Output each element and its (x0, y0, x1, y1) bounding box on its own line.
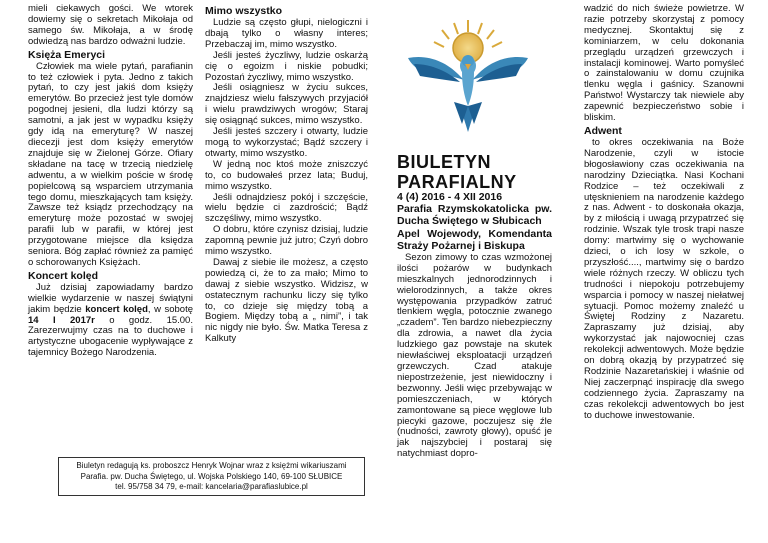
concert-date-bold: 14 I 2017r (28, 314, 95, 326)
heading-mimo-wszystko: Mimo wszystko (205, 5, 283, 17)
footer-line: Biuletyn redagują ks. proboszcz Henryk Wojnar wraz z księżmi wikariuszami (76, 461, 347, 470)
mimo-paragraph: O dobru, które czynisz dzisiaj, ludzie zapomną pewnie już jutro; Czyń dobro mimo wszystko. (205, 224, 368, 258)
issue-dates: 4 (4) 2016 - 4 XII 2016 (397, 191, 503, 203)
column-3 (397, 4, 552, 460)
mimo-paragraph: Jeśli odnajdziesz pokój i szczęście, wielu będzie ci zazdrościć; Bądź szczęśliwy, mimo wszystko. (205, 191, 368, 225)
column-2 (205, 4, 368, 345)
mimo-paragraph: Ludzie są często głupi, nielogiczni i dbają tylko o własny interes; Przebaczaj im, mimo wszystko. (205, 17, 368, 50)
apel-continued-paragraph: wadzić do nich świeże powietrze. W razie potrzeby skorzystaj z pomocy medycznej. Skontaktuj się z kominiarzem, w celu dokonania przeglądu urządzeń grzewczych i instalacji kominowej. Warto pomyśleć o zainstalowaniu w domu czujnika tlenku węgla i gaśnicy. Szanowni Państwo! Wystarczy tak niewiele aby zapewnić bezpieczeństwo sobie i bliskim. (584, 3, 744, 124)
footer-line: Parafia. pw. Ducha Świętego, ul. Wojska Polskiego 140, 69-100 SŁUBICE (80, 471, 343, 481)
text-segment: o godz. 15.00. Zarezerwujmy czas na to duchowe i artystyczne ubogacenie wypływające z tajemnicy Bożego Narodzenia. (28, 314, 193, 359)
heading-koncert-koled: Koncert kolęd (28, 269, 99, 282)
apel-paragraph: Sezon zimowy to czas wzmożonej ilości pożarów w budynkach mieszkalnych jednorodzinnych i wielorodzinnych, a także okres występowania przypadków zatruć tlenkiem węgla, potocznie zwanego „czadem”. Ten bardzo niebezpieczny dla zdrowia, a nawet dla życia ludzkiego gaz powstaje na skutek niewłaściwej eksploatacji urządzeń grzewczych. Czad atakuje niepostrzeżenie, jest niewidoczny i bezwonny. Jeśli więc przebywając w pomieszczeniach, w których zamontowane są piece węglowe lub piecyki gazowe, poczujesz się źle (nudności, zawroty głowy), opuść je jak najszybciej i postaraj się natychmiast dopro- (397, 251, 552, 460)
mimo-paragraph: Jeśli jesteś szczery i otwarty, ludzie mogą to wykorzystać; Bądź szczery i otwarty, mimo wszystko. (205, 126, 368, 159)
parish-name: Parafia Rzymskokatolicka pw. Ducha Świętego w Słubicach (397, 202, 552, 228)
mimo-paragraph: Jeśli jesteś życzliwy, ludzie oskarżą cię o egoizm i niskie pobudki; Pozostań życzliwy, mimo wszystko. (205, 49, 368, 83)
ksieza-emeryci-paragraph: Człowiek ma wiele pytań, parafianin to też człowiek i pyta. Jedno z takich pytań, to czy jest jakiś dom księży emerytów. Bo przecież jest tyle domów pogodnej jesieni, dla ludzi którzy są samotni, a jak jest w wypadku księży gdy idą na emeryturę? W naszej diecezji jest dom księży emerytów znajduje się w Zielonej Górze. Ofiary składane na tacę w trzecią niedzielę adwentu, a w wielkim poście w środę popielcową są wsparciem utrzymania tego domu, mieszkających tam księży. Zawsze też ksiądz przechodzący na emeryturę może pozostać w swojej parafii lub w parafii, w której jest przygotowane miejsce dla księdza seniora. Bóg zapłać również za pamięć o schorowanych Księżach. (28, 60, 193, 268)
bulletin-title-line-1: BIULETYN (397, 152, 491, 172)
heading-apel: Apel Wojewody, Komendanta Straży Pożarnej i Biskupa (397, 227, 552, 253)
adwent-paragraph: to okres oczekiwania na Boże Narodzenie, czyli w istocie błogosławiony czas oczekiwania na narodziny Dzieciątka. Nasi Kochani Rodzice – też oczekiwali z utęsknieniem na narodzenie każdego z nas. Adwent - to doskonała okazja, by z miłością i uwagą przypatrzeć się rodzinie. Wszak tyle trosk trapi nasze domy: martwimy się o wychowanie dzieci, o ich losy w szkole, o przyszłość...., martwimy się o bardzo wiele różnych rzeczy. W obliczu tych trudności i niepokoju potrzebujemy wsparcia i pomocy w naszej niełatwej sytuacji. Pomoc możemy znaleźć u Świętej Rodziny z Nazaretu. Zapraszamy już dzisiaj, aby wykorzystać jak najowocniej czas rekolekcji adwentowych. Może będzie on dobrą okazją by przypatrzeć się Rodzinie Nazaretańskiej i właśnie od Niej zaczerpnąć inspirację dla swego codziennego życia. Zapraszamy na czas rekolekcji adwentowych bo jest to duchowe inwestowanie. (584, 136, 744, 421)
text-segment: , w sobotę (147, 303, 193, 315)
intro-paragraph: mieli ciekawych gości. We wtorek dowiemy się o sekretach Mikołaja od samego św. Mikołaja, a w środę odwiedzą nas bardzo odważni ludzie. (28, 3, 193, 47)
koncert-koled-bold: koncert kolęd (85, 303, 148, 315)
column-1 (28, 4, 193, 359)
mimo-paragraph: Dawaj z siebie ile możesz, a często powiedzą ci, że to za mało; Mimo to dawaj z siebie wszystko. Widzisz, w ostatecznym rachunku liczy się tylko to, co dzieje się między tobą a Bogiem. Między tobą a „ nimi”, i tak nic nigdy nie było. Św. Matka Teresa z Kalkuty (205, 256, 368, 345)
column-4 (584, 4, 744, 422)
heading-adwent: Adwent (584, 124, 622, 137)
dove-spacer (397, 4, 552, 152)
mimo-paragraph: W jedną noc ktoś może zniszczyć to, co budowałeś przez lata; Buduj, mimo wszystko. (205, 158, 368, 192)
bulletin-title-line-2: PARAFIALNY (397, 172, 517, 192)
mimo-paragraph: Jeśli osiągniesz w życiu sukces, znajdziesz wielu fałszywych przyjaciół i wielu prawdziwych wrogów; Staraj się osiągnąć sukces, mimo wszystko. (205, 82, 368, 127)
koncert-koled-paragraph (28, 283, 193, 359)
heading-ksieza-emeryci: Księża Emeryci (28, 48, 106, 61)
text-segment: Już dzisiaj zapowiadamy bardzo wielkie wydarzenie w naszej świątyni jakim będzie (28, 281, 193, 315)
editorial-footer (58, 457, 365, 496)
footer-line: tel. 95/758 34 79, e-mail: kancelaria@parafiaslubice.pl (115, 482, 308, 491)
